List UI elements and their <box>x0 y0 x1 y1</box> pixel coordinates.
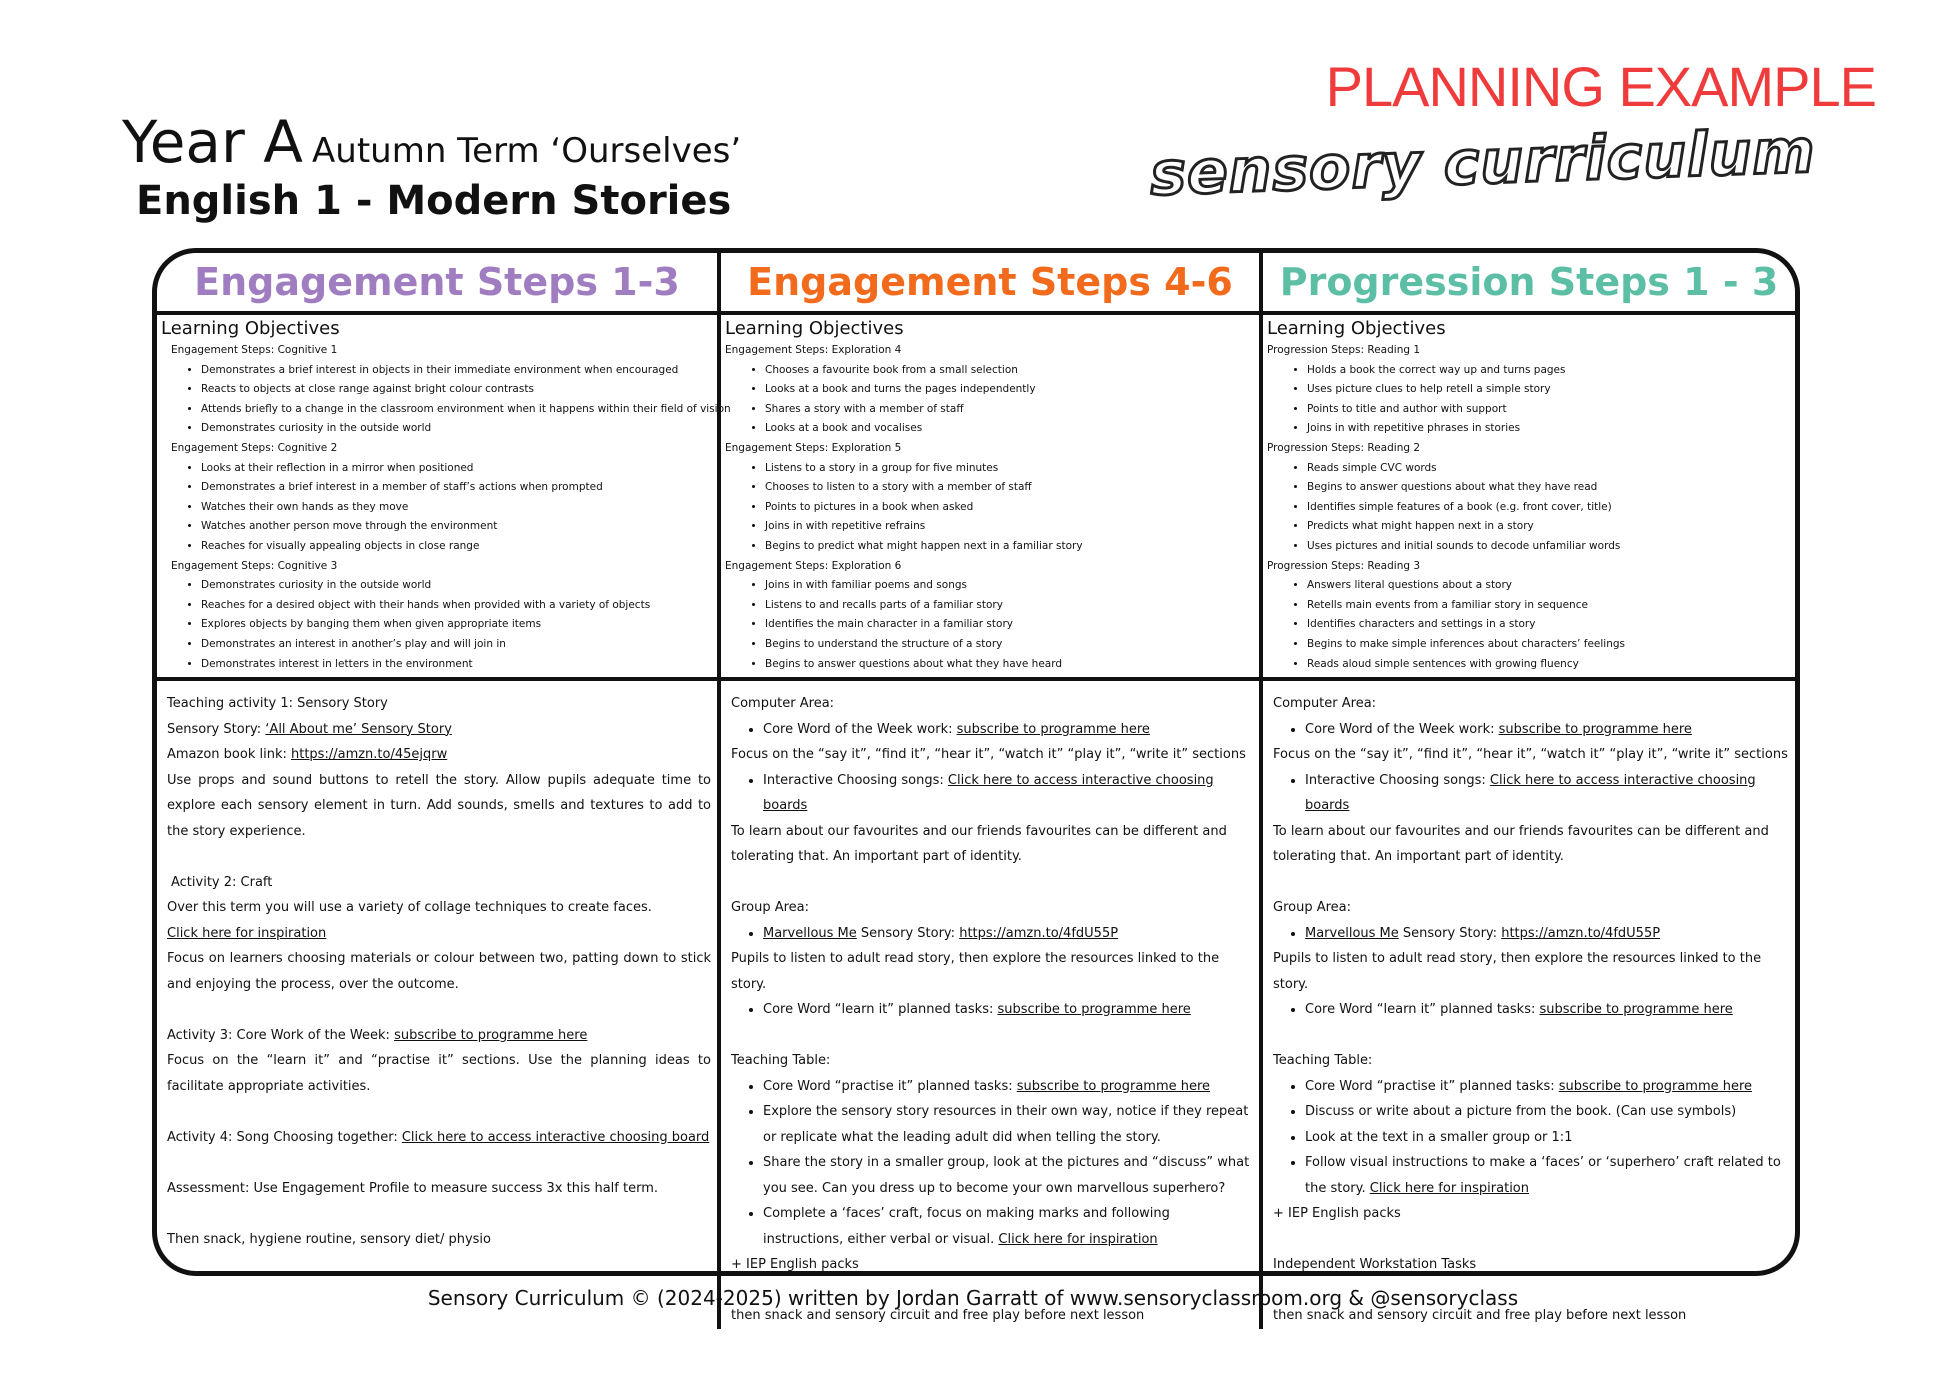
activity-4-choosing-board-link[interactable]: Click here to access interactive choosing board <box>401 1129 710 1145</box>
objective-item: • Chooses to listen to a story with a member of staff <box>765 478 1253 498</box>
activities-cell-3 <box>1263 681 1795 1329</box>
objectives-cell-3 <box>1263 315 1795 681</box>
objective-item: • Begins to answer questions about what they have read <box>1307 478 1789 498</box>
objective-item: • Demonstrates curiosity in the outside world <box>201 419 711 439</box>
objective-list <box>1267 576 1789 674</box>
practise-it-subscribe-link[interactable]: subscribe to programme here <box>1558 1078 1753 1094</box>
objective-item: • Shares a story with a member of staff <box>765 400 1253 420</box>
iep-text: + IEP English packs <box>1273 1206 1401 1221</box>
objective-item: • Demonstrates an interest in another’s play and will join in <box>201 635 711 655</box>
objective-list <box>725 576 1253 674</box>
step-heading: Progression Steps: Reading 3 <box>1267 559 1421 572</box>
step-heading: Engagement Steps: Cognitive 1 <box>171 344 338 356</box>
learn-it-item: • Core Word “learn it” planned tasks: subscribe to programme here <box>1305 997 1789 1023</box>
objective-item: • Identifies the main character in a familiar story <box>765 615 1253 635</box>
group-area-label: Group Area: <box>1273 900 1352 915</box>
objectives-cell-1 <box>157 315 731 681</box>
objective-list <box>725 361 1253 439</box>
activity-3: Activity 3: Core Work of the Week: subscribe to programme here <box>167 1027 588 1043</box>
follow-item: • Follow visual instructions to make a ‘faces’ or ‘superhero’ craft related to the story. Click here for inspiration <box>1305 1150 1789 1201</box>
objective-item: • Reaches for a desired object with their hands when provided with a variety of objects <box>201 596 711 616</box>
objective-item: • Joins in with familiar poems and songs <box>765 576 1253 596</box>
craft-inspiration-link[interactable]: Click here for inspiration <box>998 1231 1158 1247</box>
discuss-item: • Discuss or write about a picture from the book. (Can use symbols) <box>1305 1099 1789 1125</box>
marvellous-me-amazon-link[interactable]: https://amzn.to/4fdU55P <box>959 925 1119 941</box>
term-title: Autumn Term ‘Ourselves’ <box>312 131 742 171</box>
learning-objectives-title: Learning Objectives <box>1267 318 1446 339</box>
objective-item: • Begins to understand the structure of a story <box>765 635 1253 655</box>
focus-text: Focus on the “say it”, “find it”, “hear it”, “watch it” “play it”, “write it” sections <box>1273 747 1788 762</box>
choosing-boards-link[interactable]: Click here to access interactive choosing boards <box>763 772 1214 813</box>
objective-item: • Demonstrates interest in letters in the environment <box>201 655 711 675</box>
activity-1-title: Teaching activity 1: Sensory Story <box>167 696 388 711</box>
objective-item: • Predicts what might happen next in a story <box>1307 517 1789 537</box>
learn-text: To learn about our favourites and our friends favourites can be different and tolerating that. An important part of identity. <box>731 823 1227 864</box>
step-heading: Engagement Steps: Exploration 5 <box>725 441 902 454</box>
objective-list <box>161 459 711 557</box>
marvellous-me-amazon-link[interactable]: https://amzn.to/4fdU55P <box>1501 925 1661 941</box>
column-heading-progression-1-3: Progression Steps 1 - 3 <box>1263 253 1795 315</box>
objective-item: • Joins in with repetitive refrains <box>765 517 1253 537</box>
objective-item: • Looks at their reflection in a mirror when positioned <box>201 459 711 479</box>
objective-list <box>161 361 731 439</box>
step-heading: Progression Steps: Reading 2 <box>1267 441 1421 454</box>
explore-item: • Explore the sensory story resources in their own way, notice if they repeat or replicate what the leading adult did when telling the story. <box>763 1099 1253 1150</box>
learning-objectives-title: Learning Objectives <box>725 318 904 339</box>
objective-item: • Reaches for visually appealing objects in close range <box>201 537 711 557</box>
activity-2-text: Over this term you will use a variety of collage techniques to create faces. <box>167 900 652 915</box>
objective-item: • Begins to make simple inferences about characters’ feelings <box>1307 635 1789 655</box>
objective-item: • Watches their own hands as they move <box>201 498 711 518</box>
choosing-boards-link[interactable]: Click here to access interactive choosing boards <box>1305 772 1756 813</box>
activity-4: Activity 4: Song Choosing together: Click here to access interactive choosing board <box>167 1129 710 1145</box>
column-heading-engagement-4-6: Engagement Steps 4-6 <box>721 253 1263 315</box>
objective-item: • Listens to and recalls parts of a familiar story <box>765 596 1253 616</box>
activity-3-text: Focus on the “learn it” and “practise it” sections. Use the planning ideas to facilitate appropriate activities. <box>167 1053 711 1094</box>
share-item: • Share the story in a smaller group, look at the pictures and “discuss” what you see. Can you dress up to become your own marvellous superhero? <box>763 1150 1253 1201</box>
objective-list <box>161 576 711 674</box>
brand-logo: sensory curriculum <box>1149 116 1818 210</box>
activity-1-amazon: Amazon book link: https://amzn.to/45ejqrw <box>167 747 448 762</box>
look-item: • Look at the text in a smaller group or 1:1 <box>1305 1125 1789 1151</box>
practise-it-subscribe-link[interactable]: subscribe to programme here <box>1016 1078 1211 1094</box>
iep-text: + IEP English packs <box>731 1257 859 1272</box>
focus-text: Focus on the “say it”, “find it”, “hear it”, “watch it” “play it”, “write it” sections <box>731 747 1246 762</box>
subject-title: English 1 - Modern Stories <box>136 178 732 224</box>
marvellous-me-link[interactable]: Marvellous Me <box>763 925 857 941</box>
then-text: then snack and sensory circuit and free play before next lesson <box>1273 1308 1687 1323</box>
objective-item: • Reads aloud simple sentences with growing fluency <box>1307 655 1789 675</box>
objective-item: • Demonstrates curiosity in the outside world <box>201 576 711 596</box>
all-about-me-link[interactable]: ‘All About me’ Sensory Story <box>265 721 452 737</box>
objective-item: • Demonstrates a brief interest in objects in their immediate environment when encouraged <box>201 361 711 381</box>
activities-cell-2 <box>721 681 1263 1329</box>
complete-item: • Complete a ‘faces’ craft, focus on making marks and following instructions, either verbal or visual. Click here for inspiration <box>763 1201 1253 1252</box>
planning-label: PLANNING EXAMPLE <box>1325 55 1876 118</box>
objective-item: • Joins in with repetitive phrases in stories <box>1307 419 1789 439</box>
choosing-songs-item: • Interactive Choosing songs: Click here to access interactive choosing boards <box>1305 768 1789 819</box>
activity-3-subscribe-link[interactable]: subscribe to programme here <box>394 1027 588 1043</box>
marvellous-me-item: • Marvellous Me Sensory Story: https://amzn.to/4fdU55P <box>1305 921 1789 947</box>
objective-item: • Uses picture clues to help retell a simple story <box>1307 380 1789 400</box>
activity-2-inspiration-link[interactable]: Click here for inspiration <box>167 925 327 941</box>
column-heading-engagement-1-3: Engagement Steps 1-3 <box>157 253 721 315</box>
objective-item: • Watches another person move through the environment <box>201 517 711 537</box>
core-word-item: • Core Word of the Week work: subscribe to programme here <box>1305 717 1789 743</box>
learning-objectives-title: Learning Objectives <box>161 318 340 339</box>
learn-it-item: • Core Word “learn it” planned tasks: subscribe to programme here <box>763 997 1253 1023</box>
core-word-subscribe-link[interactable]: subscribe to programme here <box>1498 721 1692 737</box>
objective-list <box>1267 459 1789 557</box>
year-title: Year A <box>122 108 303 176</box>
then-text: then snack and sensory circuit and free play before next lesson <box>731 1308 1145 1323</box>
activity-2-title: Activity 2: Craft <box>171 874 273 890</box>
marvellous-me-item: • Marvellous Me Sensory Story: https://amzn.to/4fdU55P <box>763 921 1253 947</box>
practise-it-item: • Core Word “practise it” planned tasks: subscribe to programme here <box>1305 1074 1789 1100</box>
title-line <box>122 108 741 176</box>
assessment-text: Assessment: Use Engagement Profile to measure success 3x this half term. <box>167 1180 658 1196</box>
objective-item: • Uses pictures and initial sounds to decode unfamiliar words <box>1307 537 1789 557</box>
objective-item: • Identifies simple features of a book (e.g. front cover, title) <box>1307 498 1789 518</box>
choosing-songs-item: • Interactive Choosing songs: Click here to access interactive choosing boards <box>763 768 1253 819</box>
objective-item: • Explores objects by banging them when given appropriate items <box>201 615 711 635</box>
independent-text: Independent Workstation Tasks <box>1273 1257 1477 1272</box>
learn-it-subscribe-link[interactable]: subscribe to programme here <box>997 1002 1191 1017</box>
pupils-text: Pupils to listen to adult read story, then explore the resources linked to the story. <box>1273 951 1762 992</box>
step-heading: Engagement Steps: Cognitive 3 <box>171 559 338 572</box>
activity-2-text2: Focus on learners choosing materials or colour between two, patting down to stick and enjoying the process, over the outcome. <box>167 951 711 992</box>
step-heading: Progression Steps: Reading 1 <box>1267 344 1421 356</box>
practise-it-item: • Core Word “practise it” planned tasks: subscribe to programme here <box>763 1074 1253 1100</box>
objective-item: • Looks at a book and vocalises <box>765 419 1253 439</box>
computer-area-label: Computer Area: <box>731 696 835 711</box>
objective-item: • Demonstrates a brief interest in a member of staff’s actions when prompted <box>201 478 711 498</box>
group-area-label: Group Area: <box>731 900 810 915</box>
core-word-subscribe-link[interactable]: subscribe to programme here <box>956 721 1150 737</box>
objective-item: • Retells main events from a familiar story in sequence <box>1307 596 1789 616</box>
objective-item: • Looks at a book and turns the pages independently <box>765 380 1253 400</box>
objective-item: • Attends briefly to a change in the classroom environment when it happens within their field of vision <box>201 400 711 420</box>
core-word-item: • Core Word of the Week work: subscribe to programme here <box>763 717 1253 743</box>
objective-item: • Points to title and author with support <box>1307 400 1789 420</box>
objective-item: • Identifies characters and settings in a story <box>1307 615 1789 635</box>
objective-item: • Points to pictures in a book when asked <box>765 498 1253 518</box>
objective-item: • Holds a book the correct way up and turns pages <box>1307 361 1789 381</box>
objective-item: • Reacts to objects at close range against bright colour contrasts <box>201 380 711 400</box>
objective-item: • Reads simple CVC words <box>1307 459 1789 479</box>
craft-inspiration-link[interactable]: Click here for inspiration <box>1369 1180 1529 1196</box>
step-heading: Engagement Steps: Cognitive 2 <box>171 441 338 454</box>
header-title-block <box>122 108 741 224</box>
computer-area-label: Computer Area: <box>1273 696 1377 711</box>
teaching-table-label: Teaching Table: <box>1273 1053 1373 1068</box>
learn-text: To learn about our favourites and our friends favourites can be different and tolerating that. An important part of identity. <box>1273 823 1769 864</box>
learn-it-subscribe-link[interactable]: subscribe to programme here <box>1539 1002 1733 1017</box>
objectives-cell-2 <box>721 315 1263 681</box>
step-heading: Engagement Steps: Exploration 4 <box>725 344 902 356</box>
objective-item: • Begins to predict what might happen next in a familiar story <box>765 537 1253 557</box>
then-text: Then snack, hygiene routine, sensory diet/ physio <box>167 1231 491 1247</box>
activity-1-story: Sensory Story: ‘All About me’ Sensory Story <box>167 721 452 737</box>
teaching-table-label: Teaching Table: <box>731 1053 831 1068</box>
objective-item: • Answers literal questions about a story <box>1307 576 1789 596</box>
objective-item: • Begins to answer questions about what they have heard <box>765 655 1253 675</box>
objective-list <box>725 459 1253 557</box>
objective-item: • Chooses a favourite book from a small selection <box>765 361 1253 381</box>
amazon-book-link[interactable]: https://amzn.to/45ejqrw <box>291 747 448 762</box>
footer-credit: Sensory Curriculum © (2024-2025) written by Jordan Garratt of www.sensoryclassroom.org & @sensoryclass <box>427 1286 1519 1310</box>
pupils-text: Pupils to listen to adult read story, then explore the resources linked to the story. <box>731 951 1220 992</box>
marvellous-me-link[interactable]: Marvellous Me <box>1305 925 1399 941</box>
activities-cell-1 <box>157 681 721 1329</box>
objective-list <box>1267 361 1789 439</box>
activity-1-text: Use props and sound buttons to retell the story. Allow pupils adequate time to explore each sensory element in turn. Add sounds, smells and textures to add to the story experience. <box>167 772 711 839</box>
objective-item: • Listens to a story in a group for five minutes <box>765 459 1253 479</box>
step-heading: Engagement Steps: Exploration 6 <box>725 559 902 572</box>
